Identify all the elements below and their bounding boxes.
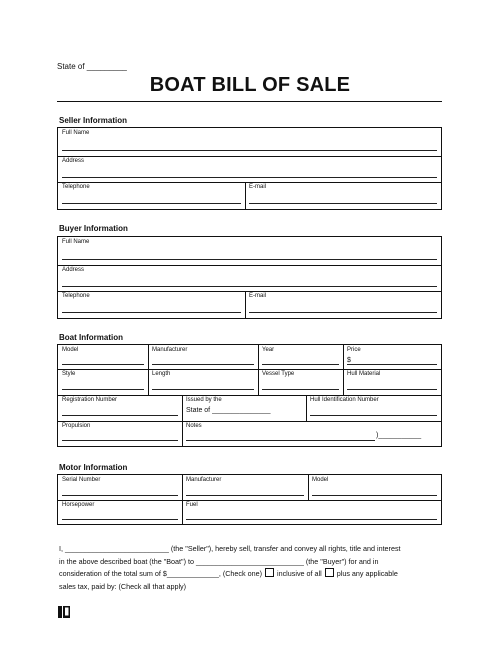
boat-notes-label: Notes (186, 423, 202, 429)
boat-propulsion-label: Propulsion (62, 423, 91, 429)
agreement-paragraph (59, 543, 449, 593)
buyer-telephone-label: Telephone (62, 293, 90, 299)
boat-year-label: Year (262, 347, 275, 353)
agreement-line-3b: inclusive of all (276, 569, 322, 578)
inclusive-checkbox[interactable] (265, 568, 274, 577)
boat-length-label: Length (152, 371, 171, 377)
buyer-email-label: E-mail (249, 293, 267, 299)
boat-hull-material-field[interactable] (347, 389, 437, 390)
document-logo-icon (58, 605, 70, 617)
boat-hin-field[interactable] (310, 415, 437, 416)
seller-full-name-label: Full Name (62, 130, 90, 136)
boat-hin-label: Hull Identification Number (310, 397, 379, 403)
motor-model-field[interactable] (312, 495, 437, 496)
buyer-full-name-label: Full Name (62, 239, 90, 245)
agreement-line-3c: plus any applicable (336, 569, 398, 578)
buyer-full-name-field[interactable] (62, 259, 437, 260)
boat-length-field[interactable] (152, 389, 254, 390)
title-divider (57, 101, 442, 102)
boat-registration-label: Registration Number (62, 397, 118, 403)
seller-telephone-label: Telephone (62, 184, 90, 190)
plus-tax-checkbox[interactable] (325, 568, 334, 577)
agreement-line-3a: consideration of the total sum of $_____________, (Check one) (59, 569, 262, 578)
seller-email-label: E-mail (249, 184, 267, 190)
motor-section-title: Motor Information (59, 463, 128, 472)
boat-section-title: Boat Information (59, 333, 123, 342)
boat-registration-field[interactable] (62, 415, 178, 416)
boat-issued-by-label: Issued by the (186, 397, 222, 403)
boat-notes-field[interactable] (186, 440, 375, 441)
boat-model-field[interactable] (62, 364, 144, 365)
boat-model-label: Model (62, 347, 79, 353)
boat-price-field[interactable] (347, 364, 437, 365)
buyer-section-title: Buyer Information (59, 224, 128, 233)
boat-price-label: Price (347, 347, 361, 353)
motor-manufacturer-field[interactable] (186, 495, 304, 496)
buyer-address-field[interactable] (62, 286, 437, 287)
seller-telephone-field[interactable] (62, 203, 241, 204)
buyer-telephone-field[interactable] (62, 312, 241, 313)
buyer-address-label: Address (62, 267, 85, 273)
boat-information-box (57, 344, 442, 447)
boat-style-label: Style (62, 371, 76, 377)
agreement-line-4: sales tax, paid by: (Check all that apply) (59, 581, 187, 591)
seller-email-field[interactable] (249, 203, 437, 204)
boat-issued-state-field[interactable]: State of _______________ (186, 407, 271, 414)
motor-model-label: Model (312, 477, 329, 483)
motor-horsepower-field[interactable] (62, 519, 178, 520)
seller-address-field[interactable] (62, 177, 437, 178)
boat-propulsion-field[interactable] (62, 440, 178, 441)
seller-full-name-field[interactable] (62, 150, 437, 151)
buyer-email-field[interactable] (249, 312, 437, 313)
seller-section-title: Seller Information (59, 116, 128, 125)
boat-hull-material-label: Hull Material (347, 371, 381, 377)
boat-year-field[interactable] (262, 364, 339, 365)
buyer-information-box (57, 236, 442, 319)
state-of-field: State of _________ (57, 62, 127, 71)
motor-information-box (57, 474, 442, 525)
boat-manufacturer-field[interactable] (152, 364, 254, 365)
motor-fuel-field[interactable] (186, 519, 437, 520)
seller-information-box (57, 127, 442, 210)
motor-manufacturer-label: Manufacturer (186, 477, 222, 483)
seller-address-label: Address (62, 158, 85, 164)
boat-vessel-type-label: Vessel Type (262, 371, 295, 377)
boat-manufacturer-label: Manufacturer (152, 347, 188, 353)
agreement-line-3 (59, 568, 449, 581)
agreement-line-1: I, __________________________ (the "Seller"), hereby sell, transfer and convey all rights, title and interest (59, 544, 401, 553)
agreement-line-2: in the above described boat (the "Boat") to ___________________________ (the "Buyer") for and in (59, 556, 379, 566)
boat-price-currency: $ (347, 357, 351, 364)
motor-fuel-label: Fuel (186, 502, 198, 508)
boat-notes-end: )___________ (376, 432, 422, 439)
motor-serial-label: Serial Number (62, 477, 101, 483)
boat-style-field[interactable] (62, 389, 144, 390)
motor-horsepower-label: Horsepower (62, 502, 95, 508)
motor-serial-field[interactable] (62, 495, 178, 496)
document-title: BOAT BILL OF SALE (149, 74, 351, 96)
boat-vessel-type-field[interactable] (262, 389, 339, 390)
